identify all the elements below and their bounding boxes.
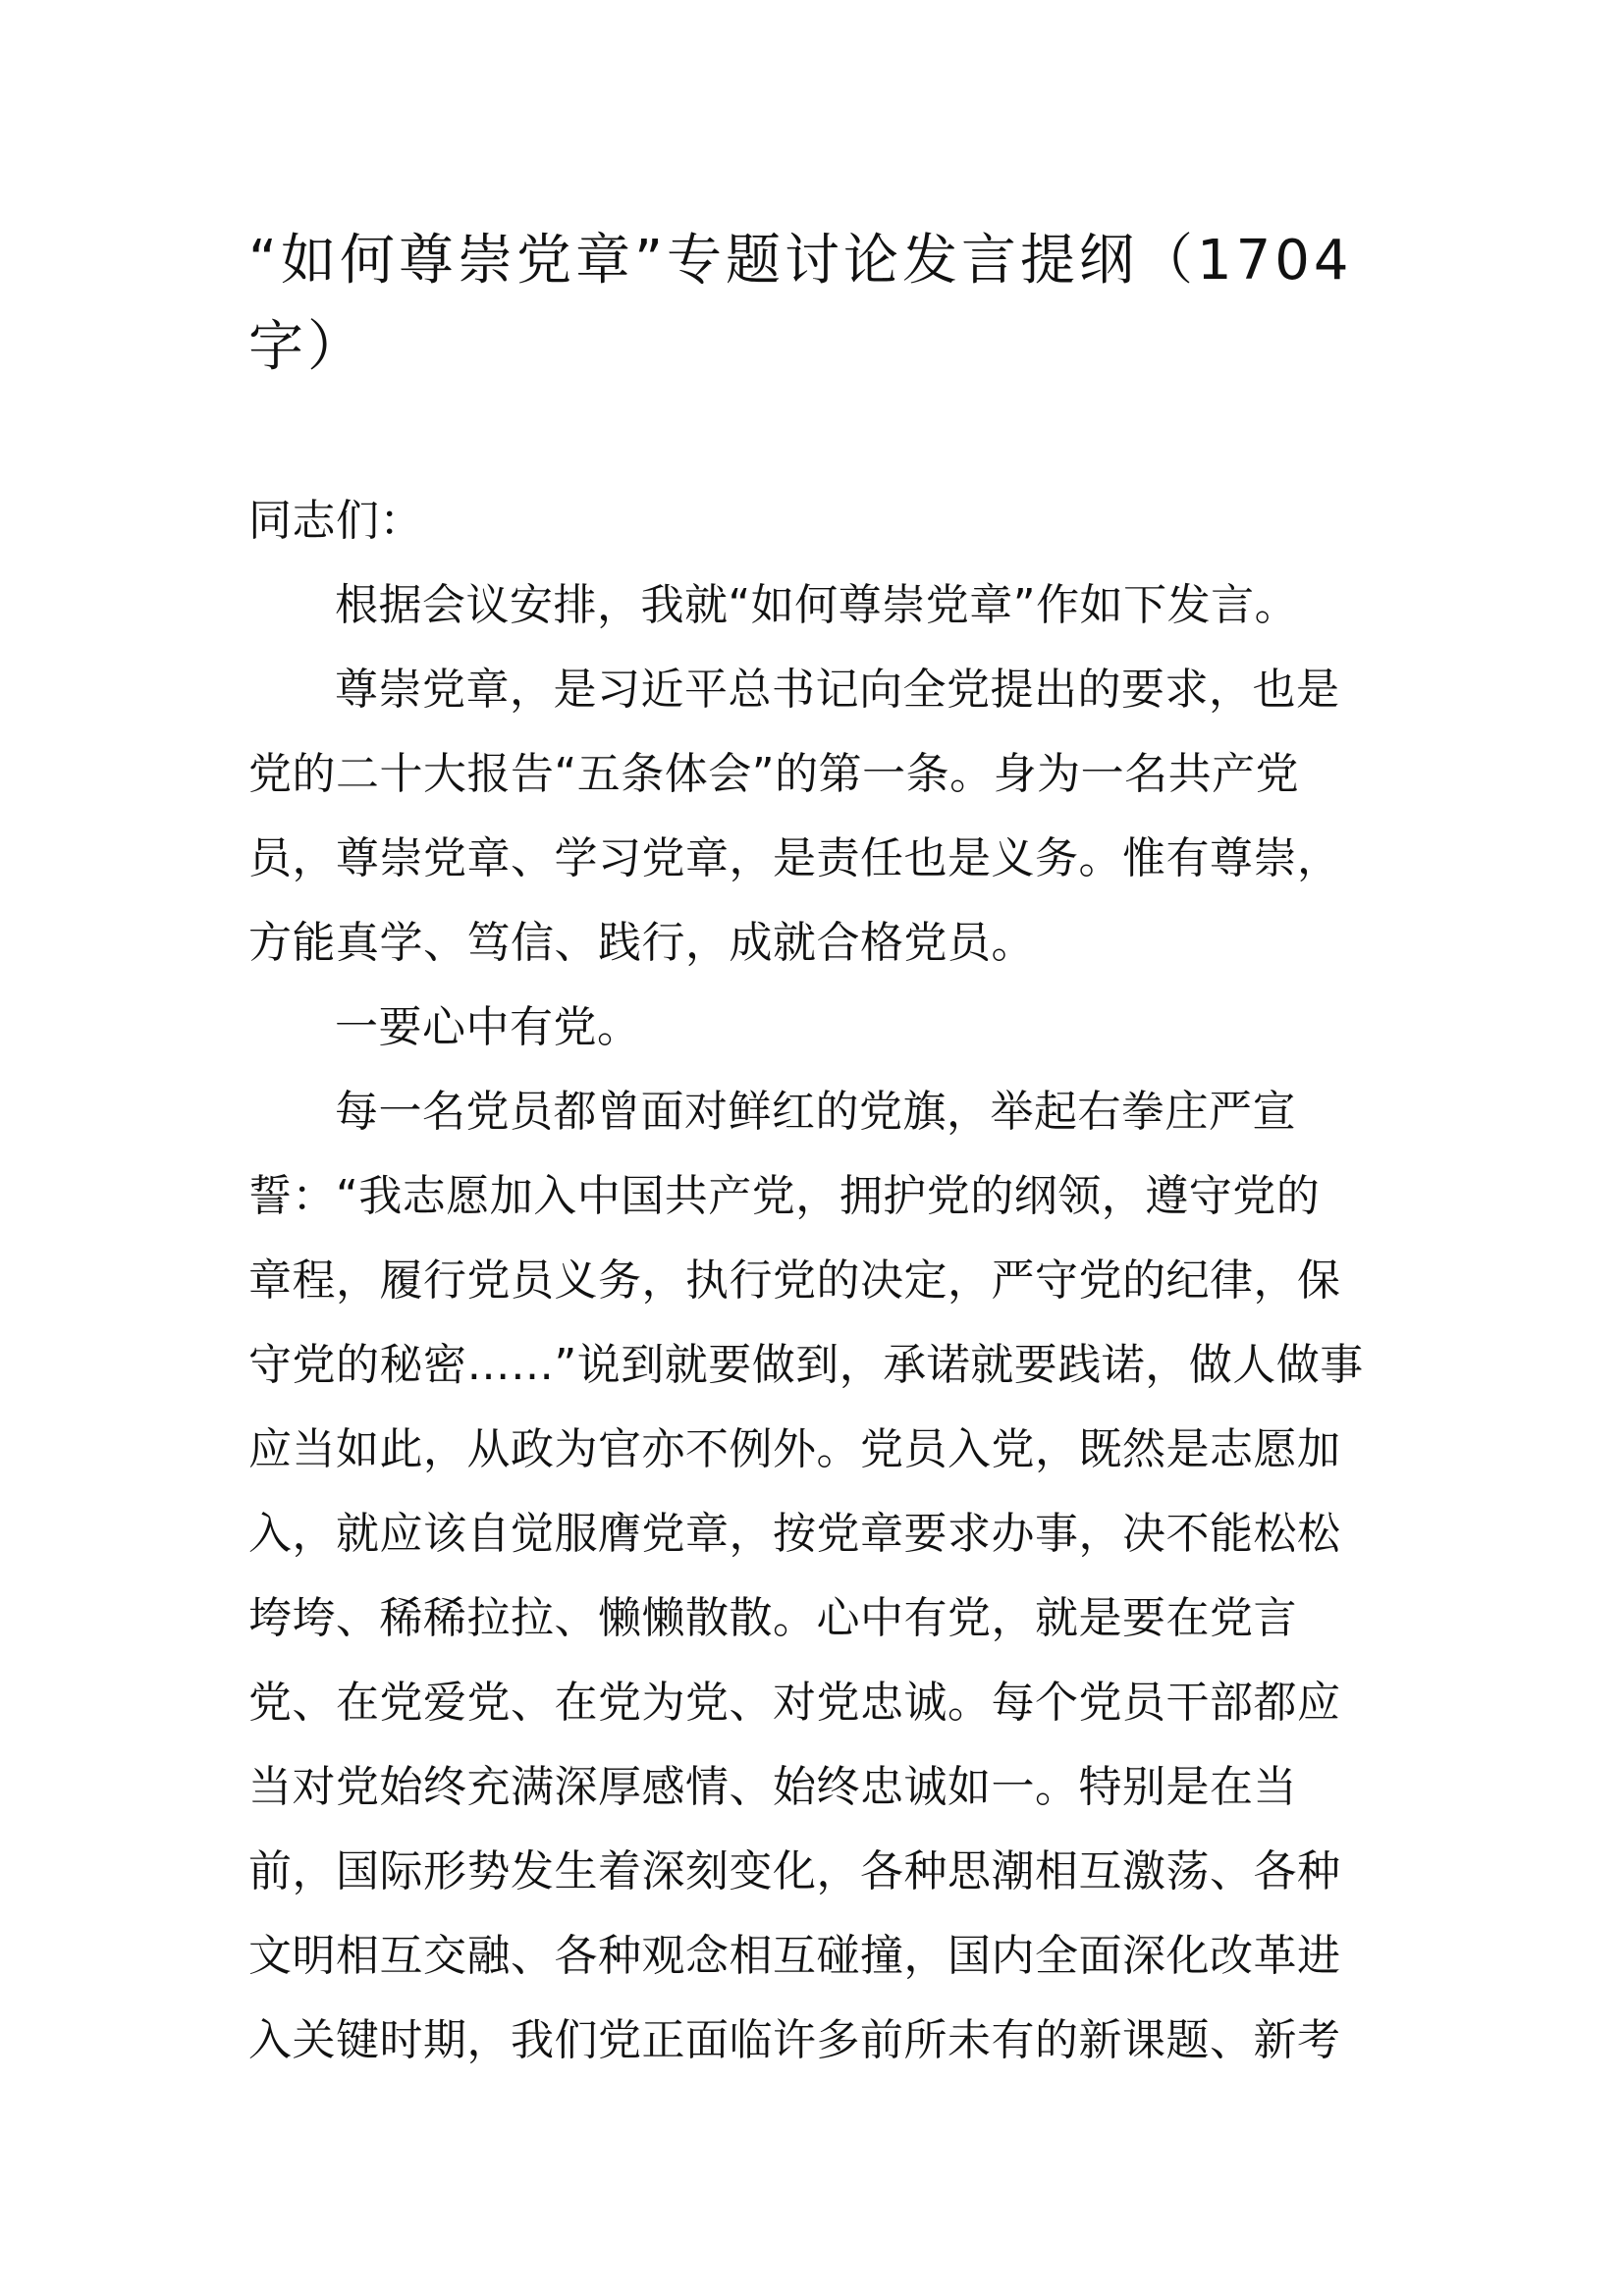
title-line-2: 字） [248,315,366,379]
paragraph-line: 垮垮、稀稀拉拉、懒懒散散。心中有党，就是要在党言 [248,1593,1297,1643]
paragraph-line: 应当如此，从政为官亦不例外。党员入党，既然是志愿加 [248,1424,1341,1474]
paragraph-4 [248,1070,1387,2083]
paragraph-line: 尊崇党章，是习近平总书记向全党提出的要求，也是 [335,665,1340,715]
paragraph-line: 入关键时期，我们党正面临许多前所未有的新课题、新考 [248,2015,1341,2065]
section-heading: 一要心中有党。 [335,1002,641,1052]
paragraph-line: 方能真学、笃信、践行，成就合格党员。 [248,918,1035,968]
salutation: 同志们： [248,496,423,546]
paragraph-line: 文明相互交融、各种观念相互碰撞，国内全面深化改革进 [248,1931,1341,1981]
paragraph-line: 前，国际形势发生着深刻变化，各种思潮相互激荡、各种 [248,1846,1341,1896]
paragraph-line: 党、在党爱党、在党为党、对党忠诚。每个党员干部都应 [248,1678,1341,1728]
paragraph-3-section-heading [248,986,1387,1070]
paragraph-line: 当对党始终充满深厚感情、始终忠诚如一。特别是在当 [248,1762,1297,1812]
paragraph-line: 守党的秘密……”说到就要做到，承诺就要践诺，做人做事 [248,1340,1364,1390]
document-body [248,479,1387,2083]
paragraph-line: 根据会议安排，我就“如何尊崇党章”作如下发言。 [335,580,1299,630]
paragraph-line: 员，尊崇党章、学习党章，是责任也是义务。惟有尊崇， [248,833,1341,883]
paragraph-line: 每一名党员都曾面对鲜红的党旗，举起右拳庄严宣 [335,1087,1296,1137]
page-title [248,218,1387,391]
paragraph-line: 入，就应该自觉服膺党章，按党章要求办事，决不能松松 [248,1509,1341,1559]
paragraph-line: 誓：“我志愿加入中国共产党，拥护党的纲领，遵守党的 [248,1171,1321,1221]
paragraph-line: 党的二十大报告“五条体会”的第一条。身为一名共产党 [248,749,1300,799]
title-line-1: “如何尊崇党章”专题讨论发言提纲（1704 [248,229,1353,293]
paragraph-2 [248,648,1387,986]
paragraph-line: 章程，履行党员义务，执行党的决定，严守党的纪律，保 [248,1255,1341,1306]
paragraph-1 [248,563,1387,648]
